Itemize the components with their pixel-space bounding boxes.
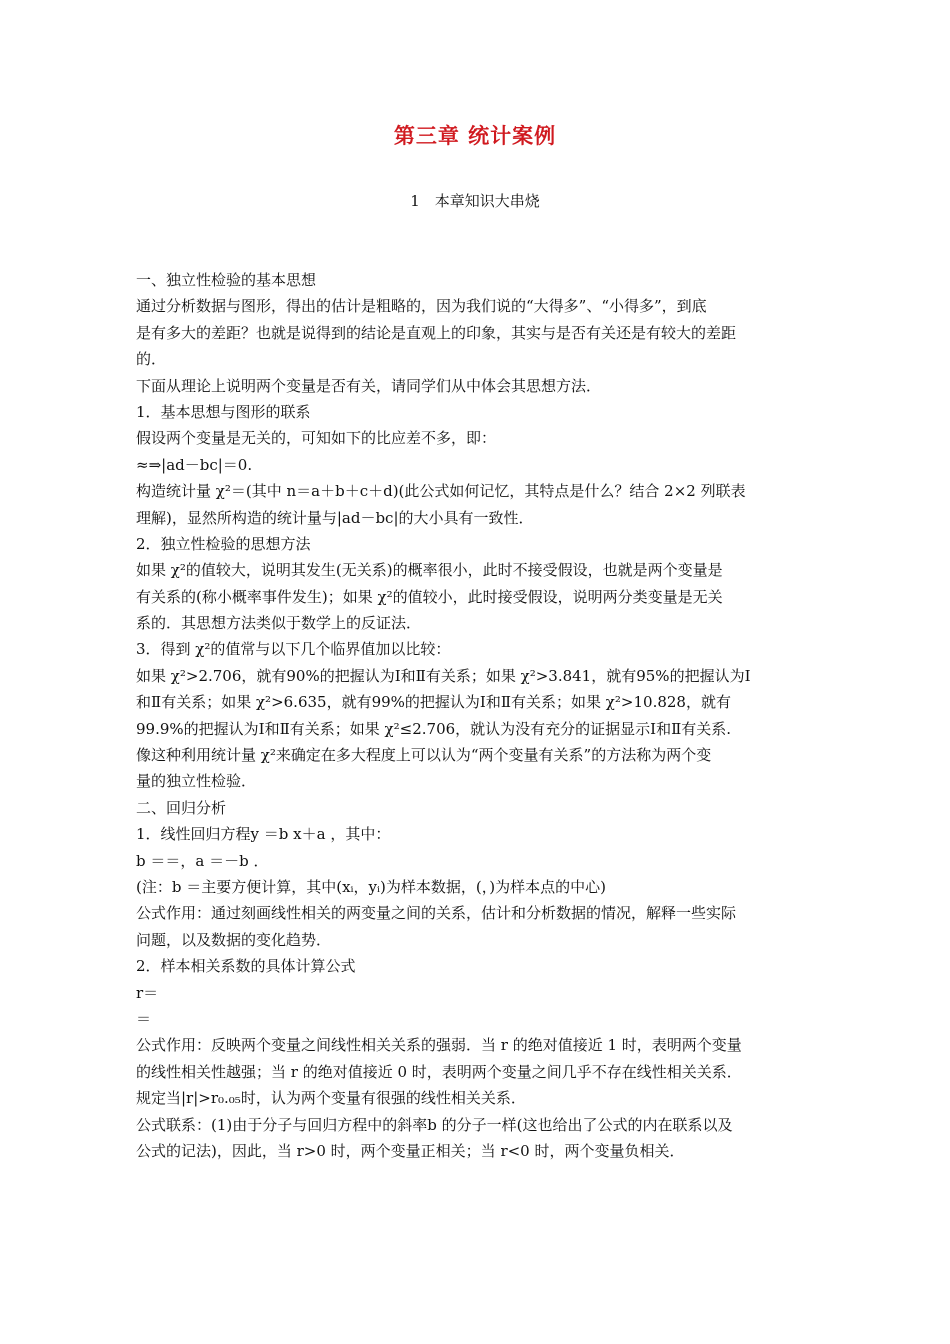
text-line: 像这种利用统计量 χ²来确定在多大程度上可以认为“两个变量有关系”的方法称为两个变 <box>136 746 712 765</box>
text-line: 的线性相关性越强；当 r 的绝对值接近 0 时，表明两个变量之间几乎不存在线性相关关系． <box>136 1062 742 1081</box>
text-line: 有关系的(称小概率事件发生)；如果 χ²的值较小，此时接受假设，说明两分类变量是无关 <box>136 587 723 606</box>
text-line: 下面从理论上说明两个变量是否有关，请同学们从中体会其思想方法． <box>136 376 602 395</box>
text-line: 和Ⅱ有关系；如果 χ²>6.635，就有99%的把握认为Ⅰ和Ⅱ有关系；如果 χ²>10.828，就有 <box>136 693 731 712</box>
text-line: 理解)，显然所构造的统计量与|ad－bc|的大小具有一致性． <box>136 508 534 527</box>
text-line: 公式作用：通过刻画线性相关的两变量之间的关系，估计和分析数据的情况，解释一些实际 <box>136 904 737 923</box>
text-line: 3．得到 χ²的值常与以下几个临界值加以比较： <box>136 640 451 659</box>
text-line: 问题，以及数据的变化趋势． <box>136 930 332 949</box>
text-line: 通过分析数据与图形，得出的估计是粗略的，因为我们说的“大得多”、“小得多”，到底 <box>136 297 707 316</box>
text-line: 1．线性回归方程y ＝b x＋a ，其中： <box>136 825 391 844</box>
text-line: 如果 χ²的值较大，说明其发生(无关系)的概率很小，此时不接受假设，也就是两个变量是 <box>136 561 723 580</box>
text-line: 1．基本思想与图形的联系 <box>136 402 311 421</box>
text-line: (注：b ＝主要方便计算，其中(xᵢ，yᵢ)为样本数据，(，)为样本点的中心) <box>136 877 606 896</box>
text-line: 99.9%的把握认为Ⅰ和Ⅱ有关系；如果 χ²≤2.706，就认为没有充分的证据显示Ⅰ和Ⅱ有关系. <box>136 719 732 738</box>
text-line: 公式作用：反映两个变量之间线性相关关系的强弱．当 r 的绝对值接近 1 时，表明两个变量 <box>136 1036 742 1055</box>
text-line: 2．样本相关系数的具体计算公式 <box>136 957 356 976</box>
text-line: 2．独立性检验的思想方法 <box>136 534 311 553</box>
text-line: 构造统计量 χ²＝(其中 n＝a＋b＋c＋d)(此公式如何记忆，其特点是什么？结合 2×2 列联表 <box>136 482 746 501</box>
text-line: r＝ <box>136 983 159 1002</box>
text-line: 规定当|r|>r₀.₀₅时，认为两个变量有很强的线性相关关系． <box>136 1089 526 1108</box>
text-line: 量的独立性检验． <box>136 772 257 791</box>
text-line: 公式的记法)，因此，当 r>0 时，两个变量正相关；当 r<0 时，两个变量负相关． <box>136 1141 685 1160</box>
text-line: ＝ <box>136 1009 152 1028</box>
text-line: 是有多大的差距？也就是说得到的结论是直观上的印象，其实与是否有关还是有较大的差距 <box>136 323 737 342</box>
text-line: 二、回归分析 <box>136 798 227 817</box>
section-subtitle: 1 本章知识大串烧 <box>410 192 540 210</box>
text-line: 一、独立性检验的基本思想 <box>136 271 317 289</box>
text-line: 如果 χ²>2.706，就有90%的把握认为Ⅰ和Ⅱ有关系；如果 χ²>3.841，就有95%的把握认为Ⅰ <box>136 666 751 685</box>
chapter-title: 第三章 统计案例 <box>393 124 557 148</box>
text-line: 系的．其思想方法类似于数学上的反证法． <box>136 614 422 633</box>
text-line: 假设两个变量是无关的，可知如下的比应差不多，即： <box>136 429 497 448</box>
document-body <box>136 267 816 1164</box>
text-line: 的． <box>136 350 167 369</box>
text-line: b ＝＝，a ＝－b ． <box>136 851 269 870</box>
text-line: ≈⇒|ad－bc|＝0. <box>136 455 253 474</box>
text-line: 公式联系：(1)由于分子与回归方程中的斜率b 的分子一样(这也给出了公式的内在联系以及 <box>136 1115 733 1134</box>
